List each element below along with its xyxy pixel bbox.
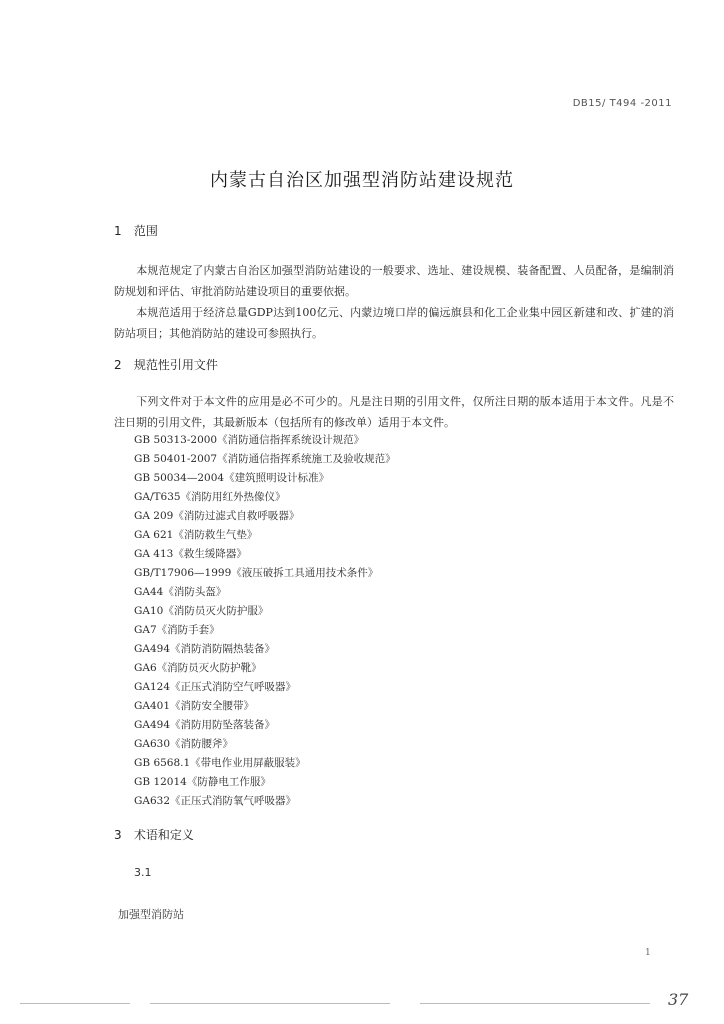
scan-edge-line xyxy=(420,1003,650,1004)
standard-code: DB15/ T494 -2011 xyxy=(572,98,672,109)
reference-item: GB 50401-2007《消防通信指挥系统施工及验收规范》 xyxy=(134,453,396,465)
scan-edge-line xyxy=(20,1003,130,1004)
reference-item: GA124《正压式消防空气呼吸器》 xyxy=(134,681,297,693)
reference-item: GA632《正压式消防氧气呼吸器》 xyxy=(134,795,297,807)
reference-item: GB 50034—2004《建筑照明设计标准》 xyxy=(134,472,330,484)
reference-item: GA630《消防腰斧》 xyxy=(134,738,234,750)
reference-item: GB/T17906—1999《液压破拆工具通用技术条件》 xyxy=(134,567,379,579)
reference-item: GA 209《消防过滤式自救呼吸器》 xyxy=(134,510,300,522)
document-title: 内蒙古自治区加强型消防站建设规范 xyxy=(210,170,514,191)
reference-item: GA7《消防手套》 xyxy=(134,624,220,636)
reference-list xyxy=(134,431,396,811)
reference-item: GA 413《救生缓降器》 xyxy=(134,548,247,560)
term-name: 加强型消防站 xyxy=(118,908,184,921)
subsection-number: 3.1 xyxy=(134,866,152,879)
section-1-paragraph-2: 本规范适用于经济总量GDP达到100亿元、内蒙边境口岸的偏远旗县和化工企业集中园区新建和改、扩建的消防站项目；其他消防站的建设可参照执行。 xyxy=(114,306,674,340)
reference-item: GA494《消防用防坠落装备》 xyxy=(134,719,276,731)
reference-item: GA401《消防安全腰带》 xyxy=(134,700,255,712)
section-2-paragraph-1: 下列文件对于本文件的应用是必不可少的。凡是注日期的引用文件，仅所注日期的版本适用于本文件。凡是不注日期的引用文件，其最新版本（包括所有的修改单）适用于本文件。 xyxy=(114,395,674,429)
reference-item: GA 621《消防救生气垫》 xyxy=(134,529,258,541)
reference-item: GB 6568.1《带电作业用屏蔽服装》 xyxy=(134,757,306,769)
reference-item: GB 12014《防静电工作服》 xyxy=(134,776,271,788)
scan-edge-line xyxy=(150,1003,390,1004)
handwritten-mark: 37 xyxy=(668,990,689,1009)
reference-item: GB 50313-2000《消防通信指挥系统设计规范》 xyxy=(134,434,365,446)
reference-item: GA10《消防员灭火防护服》 xyxy=(134,605,269,617)
section-number: 2 xyxy=(114,358,122,372)
reference-item: GA/T635《消防用红外热像仪》 xyxy=(134,491,286,503)
reference-item: GA494《消防消防隔热装备》 xyxy=(134,643,276,655)
section-1-paragraph-1: 本规范规定了内蒙古自治区加强型消防站建设的一般要求、选址、建设规模、装备配置、人员配备，是编制消防规划和评估、审批消防站建设项目的重要依据。 xyxy=(114,264,674,298)
section-number: 1 xyxy=(114,224,122,238)
section-1-heading xyxy=(114,222,158,239)
reference-item: GA44《消防头盔》 xyxy=(134,586,227,598)
reference-item: GA6《消防员灭火防护靴》 xyxy=(134,662,262,674)
section-number: 3 xyxy=(114,828,122,842)
section-title: 范围 xyxy=(133,224,158,238)
section-2-heading xyxy=(114,356,218,373)
page-number: 1 xyxy=(645,948,651,958)
section-title: 规范性引用文件 xyxy=(133,358,218,372)
section-3-heading xyxy=(114,826,194,843)
section-title: 术语和定义 xyxy=(133,828,194,842)
